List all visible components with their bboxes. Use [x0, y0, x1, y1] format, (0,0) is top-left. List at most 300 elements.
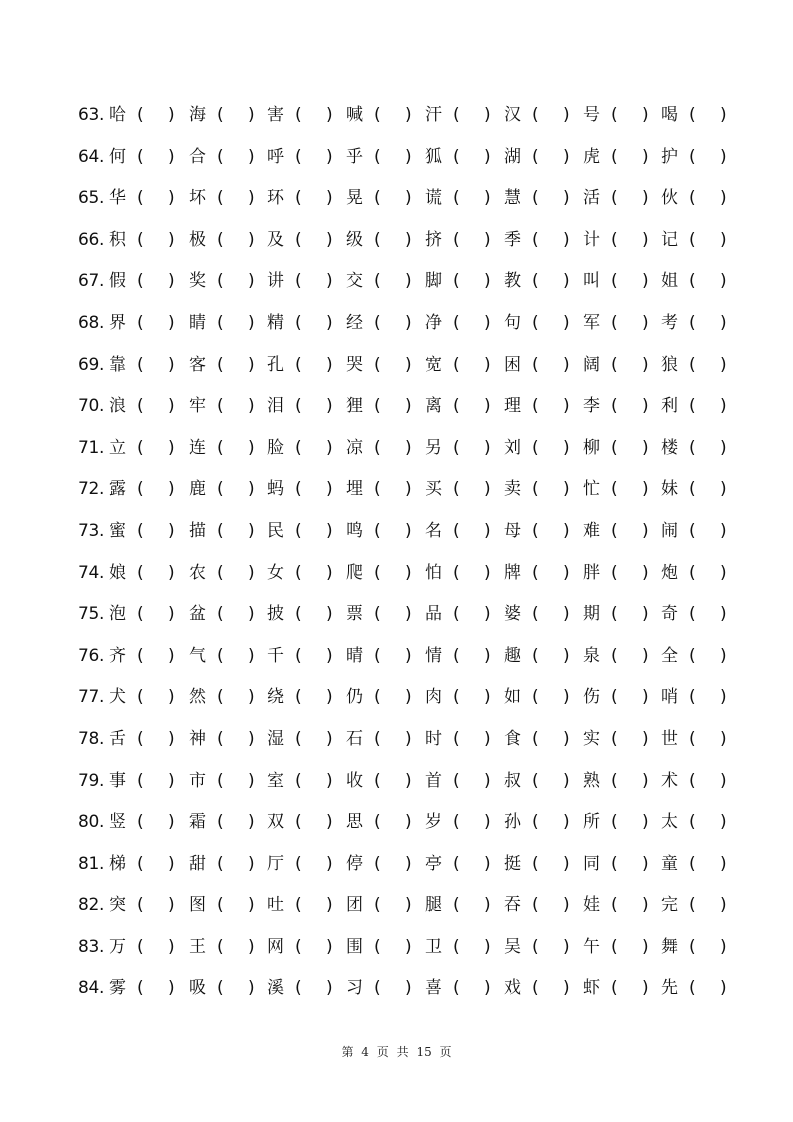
close-paren: )	[326, 479, 333, 500]
character-blank	[346, 478, 422, 500]
character-blank	[189, 936, 265, 958]
row-number: 71.	[78, 437, 105, 458]
character: 时	[425, 728, 442, 749]
character: 湿	[267, 728, 284, 749]
character: 汗	[425, 105, 442, 125]
close-paren: )	[168, 812, 175, 833]
close-paren: )	[563, 853, 570, 874]
close-paren: )	[248, 105, 255, 125]
close-paren: )	[720, 229, 727, 250]
character: 记	[661, 229, 678, 250]
character-blank	[346, 104, 422, 126]
character: 阔	[583, 354, 600, 375]
worksheet-row	[0, 221, 793, 263]
close-paren: )	[168, 229, 175, 250]
open-paren: (	[689, 146, 696, 167]
open-paren: (	[374, 812, 381, 833]
character-blank	[504, 770, 580, 792]
open-paren: (	[137, 728, 144, 749]
character: 吸	[189, 978, 206, 999]
character-blank	[425, 437, 501, 459]
open-paren: (	[374, 936, 381, 957]
worksheet-row	[0, 470, 793, 512]
character: 世	[661, 728, 678, 749]
character-blank	[189, 686, 265, 708]
open-paren: (	[453, 812, 460, 833]
open-paren: (	[295, 853, 302, 874]
close-paren: )	[248, 354, 255, 375]
open-paren: (	[137, 396, 144, 417]
character: 突	[109, 895, 126, 916]
character-blank	[661, 603, 737, 625]
open-paren: (	[217, 812, 224, 833]
character: 买	[425, 479, 442, 500]
close-paren: )	[326, 895, 333, 916]
open-paren: (	[532, 978, 539, 999]
close-paren: )	[563, 687, 570, 708]
open-paren: (	[453, 604, 460, 625]
character: 假	[109, 271, 126, 292]
close-paren: )	[642, 354, 649, 375]
close-paren: )	[405, 354, 412, 375]
character: 炮	[661, 562, 678, 583]
open-paren: (	[611, 562, 618, 583]
open-paren: (	[689, 188, 696, 209]
close-paren: )	[563, 895, 570, 916]
character: 然	[189, 687, 206, 708]
close-paren: )	[642, 687, 649, 708]
close-paren: )	[405, 728, 412, 749]
open-paren: (	[295, 687, 302, 708]
open-paren: (	[611, 604, 618, 625]
character-blank	[346, 270, 422, 292]
character-blank	[504, 187, 580, 209]
character-blank	[661, 229, 737, 251]
open-paren: (	[689, 520, 696, 541]
open-paren: (	[611, 853, 618, 874]
character-blank	[661, 562, 737, 584]
open-paren: (	[532, 936, 539, 957]
character: 爬	[346, 562, 363, 583]
open-paren: (	[374, 978, 381, 999]
close-paren: )	[484, 978, 491, 999]
close-paren: )	[642, 728, 649, 749]
close-paren: )	[563, 229, 570, 250]
character-blank	[425, 811, 501, 833]
page-footer	[0, 1043, 793, 1060]
open-paren: (	[453, 687, 460, 708]
character-blank	[267, 645, 343, 667]
close-paren: )	[720, 562, 727, 583]
close-paren: )	[720, 687, 727, 708]
close-paren: )	[720, 520, 727, 541]
open-paren: (	[532, 728, 539, 749]
close-paren: )	[720, 354, 727, 375]
open-paren: (	[374, 562, 381, 583]
open-paren: (	[374, 437, 381, 458]
character: 脸	[267, 437, 284, 458]
close-paren: )	[642, 978, 649, 999]
character-blank	[583, 187, 659, 209]
character-blank	[189, 312, 265, 334]
character: 湖	[504, 146, 521, 167]
character: 狐	[425, 146, 442, 167]
character: 实	[583, 728, 600, 749]
open-paren: (	[453, 479, 460, 500]
character-blank	[267, 270, 343, 292]
open-paren: (	[295, 479, 302, 500]
character: 童	[661, 853, 678, 874]
close-paren: )	[642, 396, 649, 417]
close-paren: )	[248, 312, 255, 333]
close-paren: )	[326, 354, 333, 375]
open-paren: (	[374, 645, 381, 666]
character-blank	[109, 270, 185, 292]
row-number: 65.	[78, 188, 105, 209]
character-blank	[189, 104, 265, 126]
worksheet-row	[0, 429, 793, 471]
character: 合	[189, 146, 206, 167]
character-blank	[346, 853, 422, 875]
character: 离	[425, 396, 442, 417]
character: 王	[189, 936, 206, 957]
character-blank	[346, 312, 422, 334]
open-paren: (	[295, 437, 302, 458]
close-paren: )	[168, 354, 175, 375]
character: 闹	[661, 520, 678, 541]
character-blank	[583, 437, 659, 459]
character-blank	[425, 270, 501, 292]
close-paren: )	[326, 146, 333, 167]
open-paren: (	[295, 354, 302, 375]
close-paren: )	[563, 812, 570, 833]
open-paren: (	[295, 562, 302, 583]
character-blank	[267, 229, 343, 251]
close-paren: )	[484, 562, 491, 583]
character-blank	[661, 936, 737, 958]
character-blank	[583, 229, 659, 251]
close-paren: )	[405, 604, 412, 625]
character: 奖	[189, 271, 206, 292]
character-blank	[346, 603, 422, 625]
character-blank	[346, 977, 422, 999]
character-blank	[661, 520, 737, 542]
open-paren: (	[532, 396, 539, 417]
close-paren: )	[168, 105, 175, 125]
close-paren: )	[326, 562, 333, 583]
character: 市	[189, 770, 206, 791]
close-paren: )	[326, 687, 333, 708]
open-paren: (	[611, 645, 618, 666]
close-paren: )	[168, 895, 175, 916]
close-paren: )	[642, 312, 649, 333]
open-paren: (	[689, 853, 696, 874]
row-number: 77.	[78, 687, 105, 708]
close-paren: )	[484, 687, 491, 708]
close-paren: )	[168, 604, 175, 625]
close-paren: )	[248, 229, 255, 250]
character: 刘	[504, 437, 521, 458]
close-paren: )	[563, 770, 570, 791]
character: 甜	[189, 853, 206, 874]
character-blank	[267, 395, 343, 417]
worksheet-row	[0, 179, 793, 221]
character: 如	[504, 687, 521, 708]
character-blank	[189, 728, 265, 750]
character-blank	[267, 312, 343, 334]
character: 泡	[109, 604, 126, 625]
character-blank	[583, 520, 659, 542]
open-paren: (	[295, 936, 302, 957]
close-paren: )	[720, 105, 727, 125]
character-blank	[504, 478, 580, 500]
open-paren: (	[532, 895, 539, 916]
open-paren: (	[611, 396, 618, 417]
character-blank	[109, 229, 185, 251]
row-number: 70.	[78, 396, 105, 417]
close-paren: )	[720, 895, 727, 916]
close-paren: )	[326, 520, 333, 541]
close-paren: )	[642, 853, 649, 874]
row-number: 78.	[78, 728, 105, 749]
close-paren: )	[563, 105, 570, 125]
close-paren: )	[642, 146, 649, 167]
open-paren: (	[689, 105, 696, 125]
character: 气	[189, 645, 206, 666]
character: 室	[267, 770, 284, 791]
close-paren: )	[484, 146, 491, 167]
close-paren: )	[405, 687, 412, 708]
open-paren: (	[217, 105, 224, 125]
close-paren: )	[168, 770, 175, 791]
open-paren: (	[532, 312, 539, 333]
worksheet-row	[0, 845, 793, 887]
open-paren: (	[532, 354, 539, 375]
open-paren: (	[217, 728, 224, 749]
open-paren: (	[374, 105, 381, 125]
close-paren: )	[405, 770, 412, 791]
open-paren: (	[611, 188, 618, 209]
character-blank	[425, 229, 501, 251]
row-number: 79.	[78, 770, 105, 791]
close-paren: )	[563, 146, 570, 167]
close-paren: )	[563, 936, 570, 957]
character: 客	[189, 354, 206, 375]
close-paren: )	[326, 396, 333, 417]
character: 女	[267, 562, 284, 583]
character: 喜	[425, 978, 442, 999]
character: 母	[504, 520, 521, 541]
character: 绕	[267, 687, 284, 708]
open-paren: (	[295, 146, 302, 167]
character: 叔	[504, 770, 521, 791]
footer-page-unit: 页	[376, 1045, 389, 1059]
character-blank	[346, 686, 422, 708]
character: 孙	[504, 812, 521, 833]
open-paren: (	[611, 354, 618, 375]
close-paren: )	[248, 562, 255, 583]
character: 厅	[267, 853, 284, 874]
character: 乎	[346, 146, 363, 167]
character: 万	[109, 936, 126, 957]
character-blank	[109, 478, 185, 500]
row-number: 69.	[78, 354, 105, 375]
close-paren: )	[248, 687, 255, 708]
character-blank	[583, 354, 659, 376]
close-paren: )	[720, 604, 727, 625]
character: 围	[346, 936, 363, 957]
close-paren: )	[484, 105, 491, 125]
worksheet-row	[0, 637, 793, 679]
character: 哭	[346, 354, 363, 375]
character: 图	[189, 895, 206, 916]
character-blank	[346, 395, 422, 417]
open-paren: (	[689, 936, 696, 957]
character: 困	[504, 354, 521, 375]
close-paren: )	[563, 188, 570, 209]
open-paren: (	[453, 271, 460, 292]
open-paren: (	[137, 645, 144, 666]
character: 梯	[109, 853, 126, 874]
row-number: 82.	[78, 895, 105, 916]
close-paren: )	[405, 562, 412, 583]
open-paren: (	[137, 687, 144, 708]
close-paren: )	[168, 437, 175, 458]
open-paren: (	[611, 105, 618, 125]
open-paren: (	[611, 978, 618, 999]
character: 千	[267, 645, 284, 666]
close-paren: )	[248, 770, 255, 791]
worksheet-row	[0, 138, 793, 180]
close-paren: )	[248, 604, 255, 625]
character: 号	[583, 105, 600, 125]
close-paren: )	[168, 562, 175, 583]
close-paren: )	[168, 853, 175, 874]
close-paren: )	[168, 520, 175, 541]
worksheet-row	[0, 595, 793, 637]
character-blank	[583, 312, 659, 334]
character-blank	[504, 894, 580, 916]
character-blank	[661, 104, 737, 126]
row-number: 80.	[78, 812, 105, 833]
character: 浪	[109, 396, 126, 417]
character: 汉	[504, 105, 521, 125]
character-blank	[346, 562, 422, 584]
open-paren: (	[137, 479, 144, 500]
close-paren: )	[326, 770, 333, 791]
character: 舞	[661, 936, 678, 957]
row-number: 73.	[78, 520, 105, 541]
character: 品	[425, 604, 442, 625]
character-blank	[346, 728, 422, 750]
character-blank	[109, 146, 185, 168]
character-worksheet	[0, 96, 793, 1011]
open-paren: (	[453, 354, 460, 375]
character: 溪	[267, 978, 284, 999]
open-paren: (	[453, 437, 460, 458]
open-paren: (	[689, 604, 696, 625]
character-blank	[267, 104, 343, 126]
open-paren: (	[217, 604, 224, 625]
footer-page-label: 第	[341, 1045, 354, 1059]
character-blank	[267, 811, 343, 833]
character-blank	[189, 645, 265, 667]
open-paren: (	[689, 687, 696, 708]
character: 先	[661, 978, 678, 999]
character: 理	[504, 396, 521, 417]
character: 食	[504, 728, 521, 749]
character-blank	[425, 104, 501, 126]
close-paren: )	[484, 479, 491, 500]
open-paren: (	[532, 687, 539, 708]
character-blank	[425, 728, 501, 750]
character-blank	[504, 270, 580, 292]
character-blank	[661, 894, 737, 916]
character: 趣	[504, 645, 521, 666]
character-blank	[189, 437, 265, 459]
open-paren: (	[137, 853, 144, 874]
close-paren: )	[720, 978, 727, 999]
character: 犬	[109, 687, 126, 708]
close-paren: )	[168, 645, 175, 666]
open-paren: (	[532, 105, 539, 125]
worksheet-row	[0, 262, 793, 304]
character-blank	[425, 645, 501, 667]
character: 哈	[109, 105, 126, 125]
character-blank	[661, 478, 737, 500]
close-paren: )	[484, 895, 491, 916]
character-blank	[583, 728, 659, 750]
worksheet-row	[0, 886, 793, 928]
character: 鸣	[346, 520, 363, 541]
character-blank	[661, 354, 737, 376]
character: 级	[346, 229, 363, 250]
character: 伤	[583, 687, 600, 708]
character-blank	[661, 811, 737, 833]
open-paren: (	[374, 312, 381, 333]
character-blank	[109, 520, 185, 542]
close-paren: )	[405, 812, 412, 833]
character: 宽	[425, 354, 442, 375]
open-paren: (	[532, 146, 539, 167]
character: 姐	[661, 271, 678, 292]
character-blank	[425, 146, 501, 168]
open-paren: (	[295, 396, 302, 417]
close-paren: )	[642, 936, 649, 957]
character: 怕	[425, 562, 442, 583]
close-paren: )	[326, 229, 333, 250]
close-paren: )	[405, 978, 412, 999]
row-number: 83.	[78, 936, 105, 957]
open-paren: (	[689, 354, 696, 375]
footer-total-label: 共	[396, 1045, 409, 1059]
close-paren: )	[248, 978, 255, 999]
character: 活	[583, 188, 600, 209]
close-paren: )	[563, 604, 570, 625]
character-blank	[661, 312, 737, 334]
close-paren: )	[484, 312, 491, 333]
close-paren: )	[405, 936, 412, 957]
close-paren: )	[168, 396, 175, 417]
open-paren: (	[374, 520, 381, 541]
character: 界	[109, 312, 126, 333]
character-blank	[109, 728, 185, 750]
character: 季	[504, 229, 521, 250]
close-paren: )	[326, 271, 333, 292]
close-paren: )	[248, 188, 255, 209]
character-blank	[504, 562, 580, 584]
open-paren: (	[137, 437, 144, 458]
